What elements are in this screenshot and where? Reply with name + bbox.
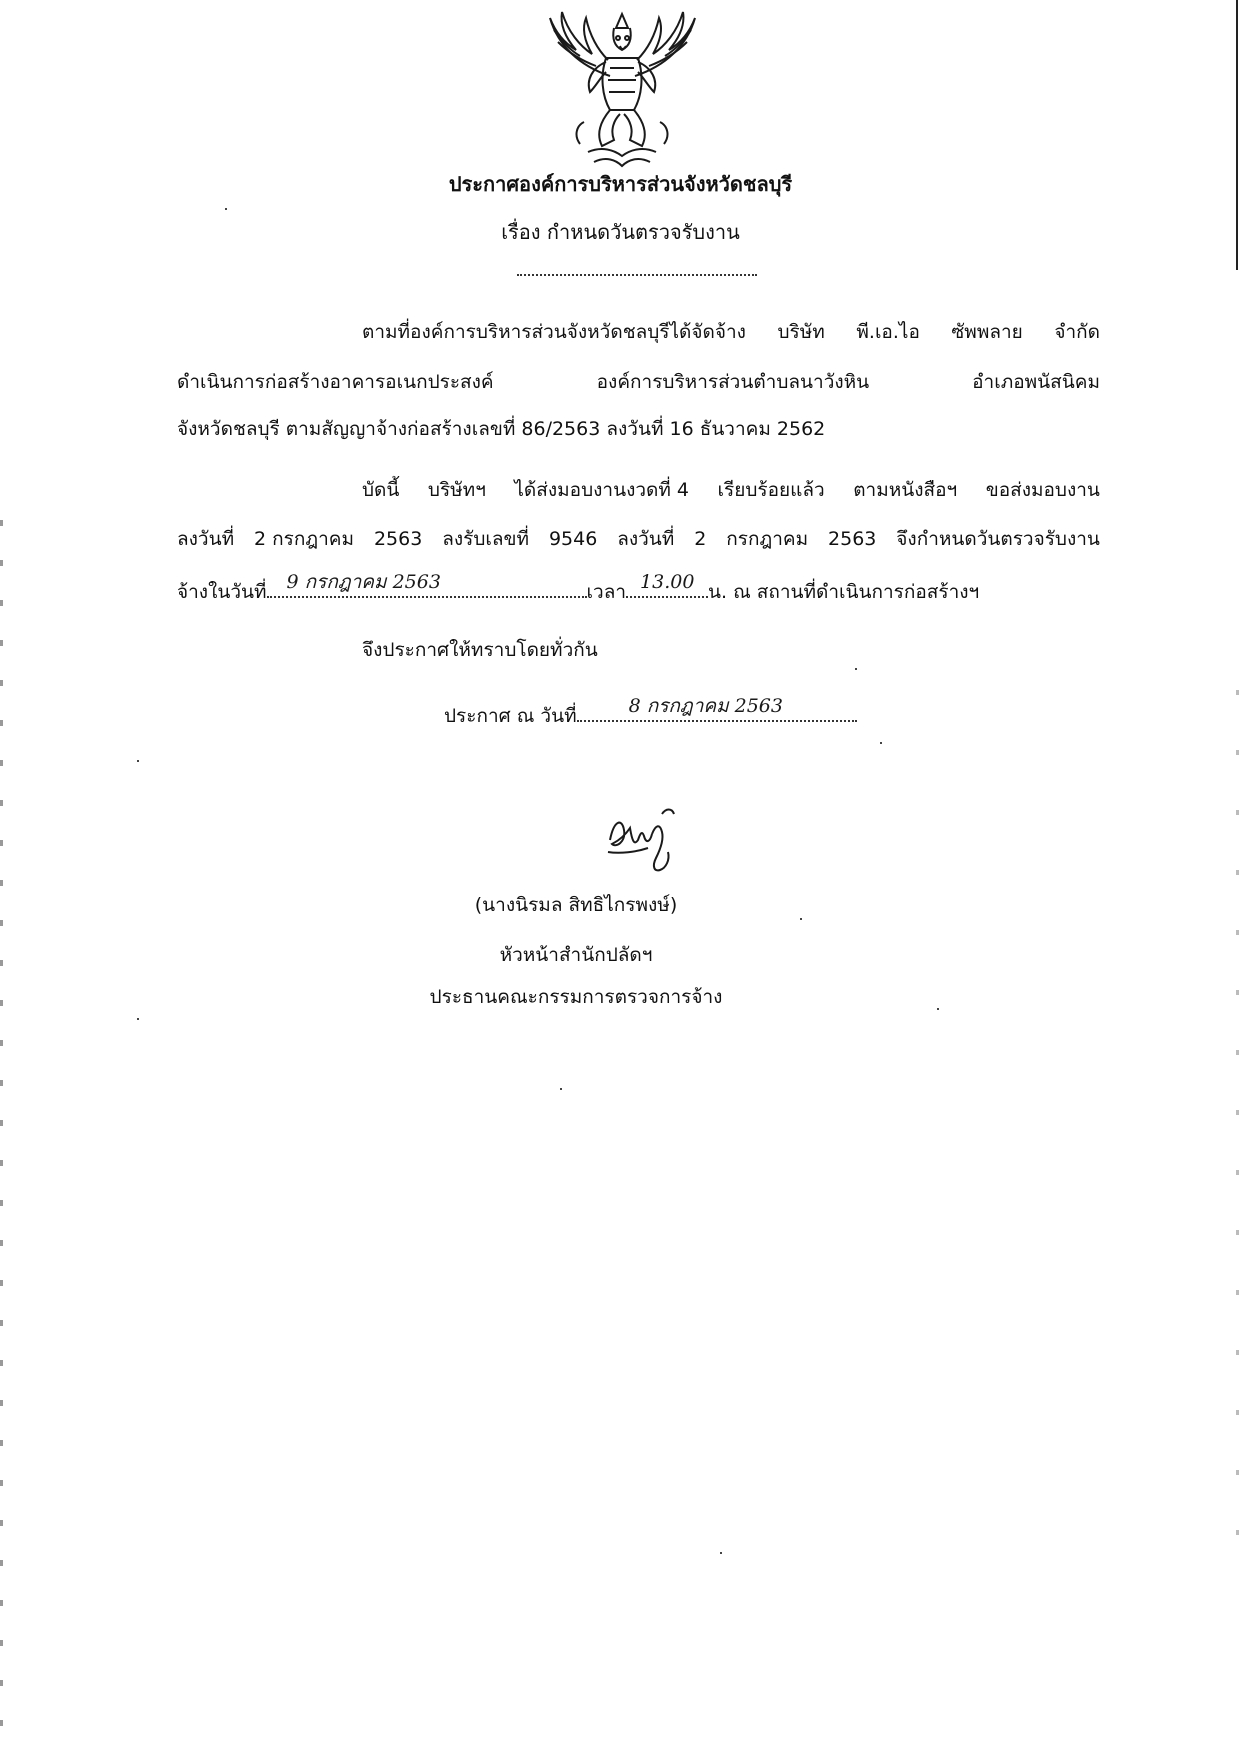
- text-segment: 2 กรกฎาคม: [254, 528, 355, 550]
- text-segment: ลงวันที่: [617, 528, 675, 550]
- signatory-name: (นางนิรมล สิทธิไกรพงษ์): [474, 894, 678, 916]
- handwritten-inspection-date: 9 กรกฎาคม 2563: [286, 571, 441, 593]
- text-segment: ลงรับเลขที่: [442, 528, 530, 550]
- announcement-title: ประกาศองค์การบริหารส่วนจังหวัดชลบุรี: [448, 172, 793, 196]
- announcement-subject: เรื่อง กำหนดวันตรวจรับงาน: [501, 220, 740, 244]
- paragraph1-line1: [362, 320, 1100, 344]
- scan-speck: [880, 742, 882, 744]
- title-divider: [517, 274, 757, 276]
- text-segment: ตามหนังสือฯ: [853, 479, 958, 501]
- scan-speck: [800, 918, 802, 920]
- inspection-time-field: [626, 571, 708, 598]
- scan-speck: [937, 1008, 939, 1010]
- committee-position: ประธานคณะกรรมการตรวจการจ้าง: [429, 986, 723, 1008]
- paragraph2-line2: [177, 527, 1100, 551]
- text-segment: ได้ส่งมอบงานงวดที่ 4: [514, 479, 690, 501]
- paragraph1-line2: [177, 370, 1100, 394]
- inspection-date-prefix: จ้างในวันที่: [177, 581, 267, 603]
- paragraph1-line3: จังหวัดชลบุรี ตามสัญญาจ้างก่อสร้างเลขที่ 86/2563 ลงวันที่ 16 ธันวาคม 2562: [177, 418, 826, 440]
- text-segment: อำเภอพนัสนิคม: [972, 371, 1100, 393]
- paragraph2-line3: [177, 571, 980, 604]
- scan-speck: [137, 1018, 139, 1020]
- scan-edge-right-marks: [1236, 690, 1239, 1590]
- scan-speck: [560, 1088, 562, 1090]
- text-segment: ตามที่องค์การบริหารส่วนจังหวัดชลบุรีได้จัดจ้าง: [362, 321, 746, 343]
- announcement-date-field: [577, 695, 857, 722]
- text-segment: จำกัด: [1054, 321, 1100, 343]
- text-segment: 2: [694, 528, 707, 550]
- inspection-location-text: น. ณ สถานที่ดำเนินการก่อสร้างฯ: [708, 581, 980, 603]
- text-segment: ซัพพลาย: [951, 321, 1023, 343]
- paragraph2-line1: [362, 478, 1100, 502]
- text-segment: 2563: [828, 528, 877, 550]
- inspection-date-field: [267, 571, 587, 598]
- closing-statement: จึงประกาศให้ทราบโดยทั่วกัน: [362, 639, 598, 661]
- signatory-position: หัวหน้าสำนักปลัดฯ: [499, 944, 653, 966]
- announcement-date-line: [444, 695, 857, 728]
- text-segment: พี.เอ.ไอ: [856, 321, 920, 343]
- handwritten-signature: [600, 800, 690, 875]
- text-segment: เรียบร้อยแล้ว: [717, 479, 825, 501]
- text-segment: จึงกำหนดวันตรวจรับงาน: [896, 528, 1100, 550]
- text-segment: บริษัท: [777, 321, 825, 343]
- text-segment: ขอส่งมอบงาน: [985, 479, 1100, 501]
- scan-speck: [720, 1552, 722, 1554]
- handwritten-inspection-time: 13.00: [640, 571, 695, 593]
- scan-speck: [137, 760, 139, 762]
- garuda-emblem: [540, 6, 705, 176]
- scan-speck: [225, 208, 227, 210]
- scan-speck: [855, 668, 857, 670]
- scan-edge-left: [0, 520, 3, 1740]
- text-segment: บัดนี้: [362, 479, 400, 501]
- announcement-date-label: ประกาศ ณ วันที่: [444, 705, 577, 727]
- text-segment: ลงวันที่: [177, 528, 235, 550]
- inspection-time-label: เวลา: [586, 581, 627, 603]
- text-segment: บริษัทฯ: [427, 479, 486, 501]
- text-segment: 2563: [373, 528, 423, 550]
- text-segment: กรกฎาคม: [726, 528, 809, 550]
- text-segment: ดำเนินการก่อสร้างอาคารอเนกประสงค์: [177, 371, 494, 393]
- text-segment: องค์การบริหารส่วนตำบลนาวังหิน: [596, 371, 870, 393]
- text-segment: 9546: [548, 528, 598, 550]
- handwritten-announcement-date: 8 กรกฎาคม 2563: [628, 695, 783, 717]
